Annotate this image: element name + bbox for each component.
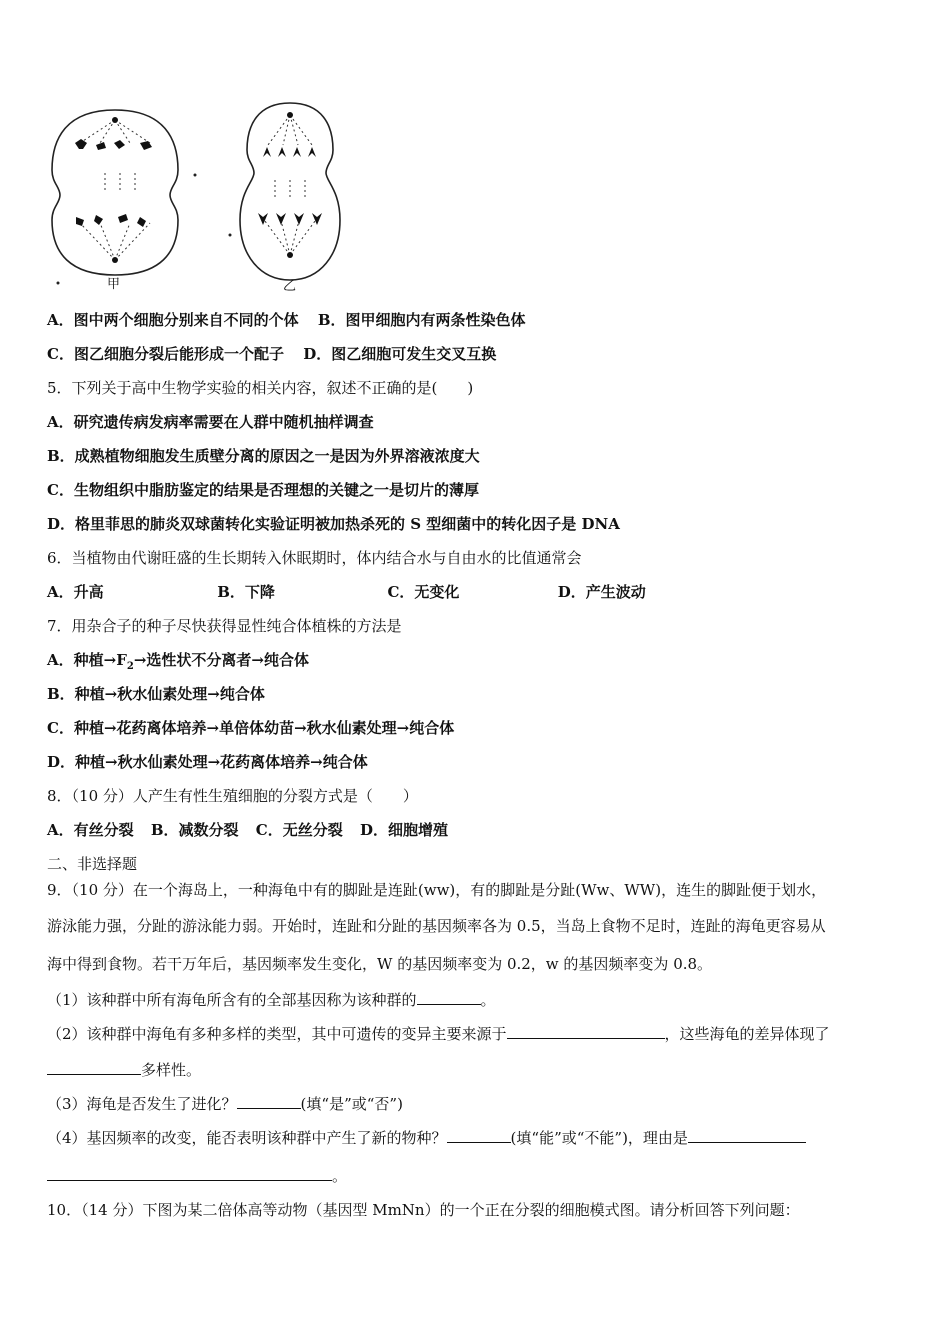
q9-part4-end: 。 [332,1167,348,1185]
q9-part2 [47,1024,830,1044]
cell-jia-chromosomes [75,117,152,263]
q9-part4-blank2[interactable] [688,1128,806,1143]
q9-part4-blank3[interactable] [47,1166,332,1181]
q8-option-b[interactable]: B．减数分裂 [150,821,239,839]
q6-options [47,582,646,602]
q9-part4-mid: (填“能”或“不能”)，理由是 [510,1129,688,1147]
q9-part4-blank1[interactable] [447,1128,511,1143]
speck [194,174,197,177]
speck [229,234,232,237]
q6-option-d[interactable]: D．产生波动 [557,583,646,601]
q9-part3-blank[interactable] [237,1094,301,1109]
cell-jia [52,110,178,275]
q9-part3 [47,1094,403,1114]
cell-yi-spindle [262,115,318,255]
q9-part2-blank1[interactable] [507,1024,665,1039]
q7-option-d[interactable]: D．种植→秋水仙素处理→花药离体培养→纯合体 [47,753,368,771]
speck [57,282,60,285]
q9-part3-text: （3）海龟是否发生了进化？ [47,1095,237,1113]
q9-line1: 9．（10 分）在一个海岛上，一种海龟中有的脚趾是连趾(ww)，有的脚趾是分趾(Ww、WW)，连生的脚趾便于划水， [47,881,827,899]
q5-stem: 5．下列关于高中生物学实验的相关内容，叙述不正确的是( ) [47,379,474,397]
q5-option-d[interactable]: D．格里菲思的肺炎双球菌转化实验证明被加热杀死的 S 型细菌中的转化因子是 DNA [47,515,620,533]
q5-option-c[interactable]: C．生物组织中脂肪鉴定的结果是否理想的关键之一是切片的薄厚 [47,481,479,499]
q6-stem: 6．当植物由代谢旺盛的生长期转入休眠期时，体内结合水与自由水的比值通常会 [47,549,582,567]
q10-stem: 10．（14 分）下图为某二倍体高等动物（基因型 MmNn）的一个正在分裂的细胞模式图。请分析回答下列问题： [47,1201,800,1219]
cell-division-figure [40,95,370,295]
q7-option-a-sub: 2 [126,661,134,672]
q8-option-d[interactable]: D．细胞增殖 [359,821,448,839]
q4-option-a[interactable]: A．图中两个细胞分别来自不同的个体 [47,311,299,329]
q7-option-a-pre: A．种植→F [47,651,127,669]
q7-option-a[interactable] [47,650,309,677]
q9-part1-text: （1）该种群中所有海龟所含有的全部基因称为该种群的 [47,991,417,1009]
q9-part1-blank[interactable] [417,990,481,1005]
cell-diagram-svg [40,95,370,295]
label-jia: 甲 [107,277,121,292]
q4-options-row1 [47,310,526,330]
q6-option-c[interactable]: C．无变化 [387,583,460,601]
cell-jia-spindle [80,120,150,260]
q9-part2-text: （2）该种群中海龟有多种多样的类型，其中可遗传的变异主要来源于 [47,1025,507,1043]
q7-option-b[interactable]: B．种植→秋水仙素处理→纯合体 [47,685,265,703]
q9-part4 [47,1128,806,1148]
q9-part1 [47,990,496,1010]
q5-option-b[interactable]: B．成熟植物细胞发生质壁分离的原因之一是因为外界溶液浓度大 [47,447,480,465]
q9-part2-cont [47,1060,201,1080]
q9-part4-cont [47,1166,347,1186]
q4-option-d[interactable]: D．图乙细胞可发生交叉互换 [303,345,497,363]
q9-line3: 海中得到食物。若干万年后，基因频率发生变化，W 的基因频率变为 0.2，w 的基因频率变为 0.8。 [47,955,713,973]
q8-stem: 8．（10 分）人产生有性生殖细胞的分裂方式是（ ） [47,787,418,805]
q9-part2-mid: ，这些海龟的差异体现了 [664,1025,830,1043]
q9-part2-end: 多样性。 [141,1061,202,1079]
q7-option-c[interactable]: C．种植→花药离体培养→单倍体幼苗→秋水仙素处理→纯合体 [47,719,455,737]
q8-options [47,820,448,840]
q4-options-row2 [47,344,496,364]
q6-option-a[interactable]: A．升高 [47,583,104,601]
q8-option-a[interactable]: A．有丝分裂 [47,821,134,839]
q8-option-c[interactable]: C．无丝分裂 [255,821,343,839]
q4-option-b[interactable]: B．图甲细胞内有两条性染色体 [317,311,526,329]
q7-stem: 7．用杂合子的种子尽快获得显性纯合体植株的方法是 [47,617,402,635]
q5-option-a[interactable]: A．研究遗传病发病率需要在人群中随机抽样调查 [47,413,374,431]
q9-line2: 游泳能力强，分趾的游泳能力弱。开始时，连趾和分趾的基因频率各为 0.5，当岛上食物不足时，连趾的海龟更容易从 [47,917,826,935]
q4-option-c[interactable]: C．图乙细胞分裂后能形成一个配子 [47,345,284,363]
q9-part1-end: 。 [480,991,496,1009]
q9-part2-blank2[interactable] [47,1060,141,1075]
q9-part3-hint: (填“是”或“否”) [300,1095,403,1113]
q7-option-a-post: →选性状不分离者→纯合体 [133,651,309,669]
q9-part4-text: （4）基因频率的改变，能否表明该种群中产生了新的物种？ [47,1129,447,1147]
section-title: 二、非选择题 [47,855,138,873]
label-yi: 乙 [283,279,297,294]
q6-option-b[interactable]: B．下降 [217,583,275,601]
